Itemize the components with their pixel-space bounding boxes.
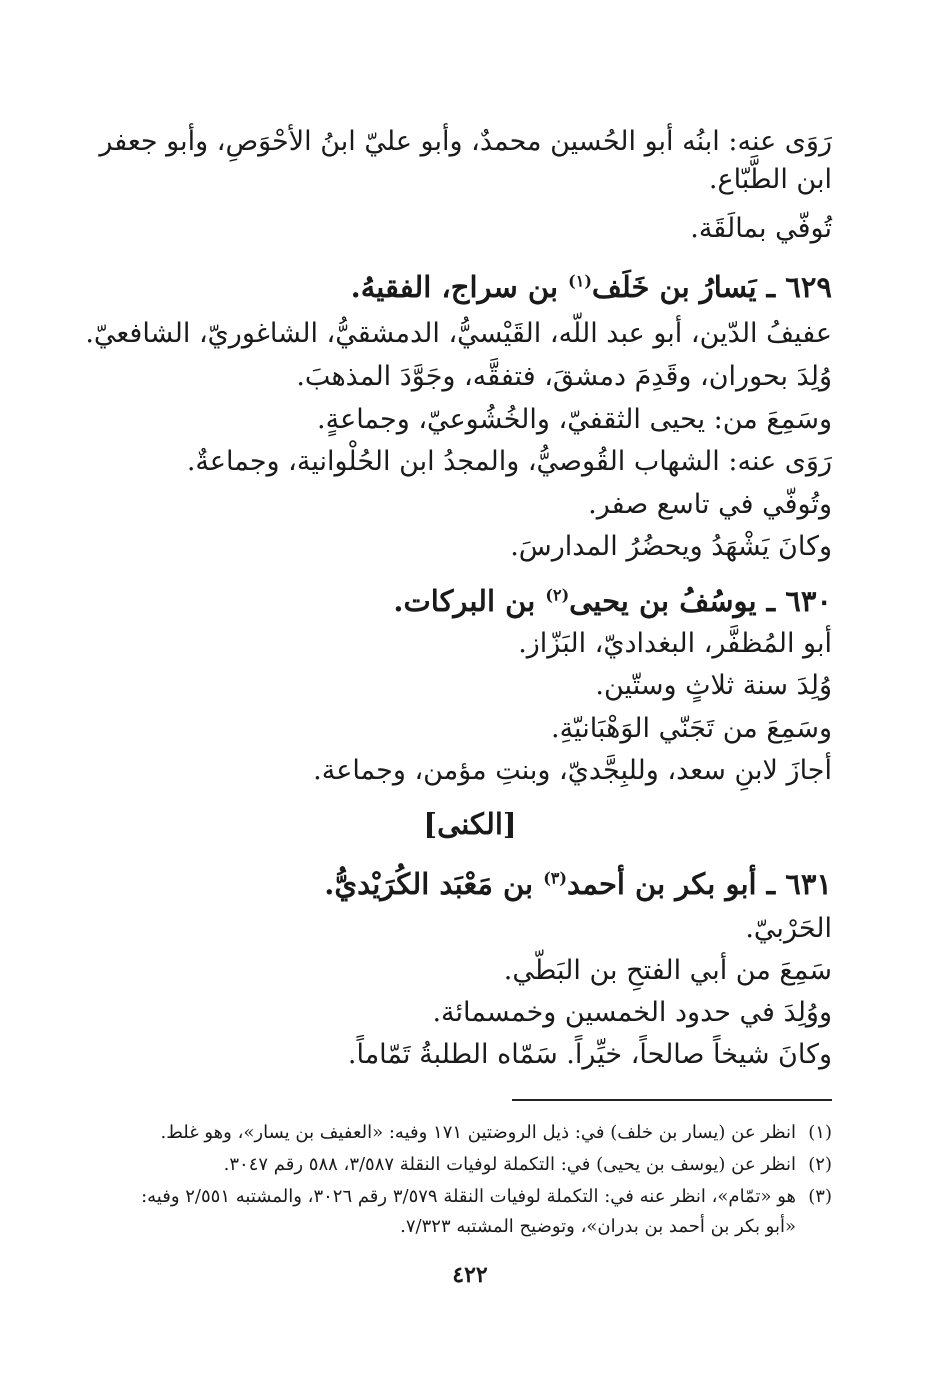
footnote-text: انظر عن (يسار بن خلف) في: ذيل الروضتين ١٧١ وفيه: «العفيف بن يسار»، وهو غلط. xyxy=(160,1122,796,1143)
footnote-text: انظر عن (يوسف بن يحيى) في: التكملة لوفيات النقلة ٣/٥٨٧، ٥٨٨ رقم ٣٠٤٧. xyxy=(223,1154,796,1175)
entry-name: ٦٣٠ ـ يوسُفُ بن يحيى xyxy=(569,584,832,618)
text-line: أجازَ لابنِ سعد، وللبِجَّديّ، وبنتِ مؤمن، وجماعة. xyxy=(313,755,832,786)
text-line: عفيفُ الدّين، أبو عبد اللّه، القَيْسيُّ، الدمشقيُّ، الشاغوريّ، الشافعيّ. xyxy=(85,318,832,349)
footnote-text: هو «تمّام»، انظر عنه في: التكملة لوفيات النقلة ٣/٥٧٩ رقم ٣٠٢٦، والمشتبه ٢/٥٥١ وفيه: xyxy=(141,1186,796,1207)
entry-heading-630 xyxy=(108,582,832,620)
text-line: رَوَى عنه: ابنُه أبو الحُسين محمدٌ، وأبو عليّ ابنُ الأحْوَصِ، وأبو جعفر xyxy=(99,126,832,157)
footnote-text: «أبو بكر بن أحمد بن بدران»، وتوضيح المشتبه ٧/٣٢٣. xyxy=(400,1216,796,1237)
entry-name-rest: بن مَعْبَد الكُرَيْديُّ. xyxy=(324,867,544,901)
text-line: أبو المُظفَّر، البغداديّ، البَزّاز. xyxy=(518,628,832,659)
entry-heading-631 xyxy=(108,865,832,903)
text-line: وسَمِعَ من: يحيى الثقفيّ، والخُشُوعيّ، وجماعةٍ. xyxy=(317,404,832,435)
entry-heading-629 xyxy=(108,268,832,306)
text-line: ووُلِدَ في حدود الخمسين وخمسمائة. xyxy=(432,997,832,1028)
footnote xyxy=(108,1212,832,1242)
entry-name-rest: بن البركات. xyxy=(393,584,546,618)
text-line: وكانَ شيخاً صالحاً، خيِّراً. سَمّاه الطلبةُ تَمّاماً. xyxy=(347,1039,832,1070)
footnote-ref: (٣) xyxy=(543,868,567,888)
text-line: رَوَى عنه: الشهاب القُوصيُّ، والمجدُ ابن الحُلْوانية، وجماعةٌ. xyxy=(186,446,832,477)
text-line: وسَمِعَ من تَجَنّي الوَهْبَانيّةِ. xyxy=(550,713,832,744)
footnote xyxy=(108,1150,832,1180)
text-line: وكانَ يَشْهَدُ ويحضُرُ المدارسَ. xyxy=(510,531,832,562)
footnote xyxy=(108,1182,832,1212)
footnote-number: (١) xyxy=(808,1122,832,1143)
footnote-separator xyxy=(512,1099,832,1101)
text-line: وُلِدَ بحوران، وقَدِمَ دمشقَ، فتفقَّه، وجَوَّدَ المذهبَ. xyxy=(296,361,832,392)
text-line: سَمِعَ من أبي الفتحِ بن البَطّي. xyxy=(503,955,832,986)
entry-name: ٦٣١ ـ أبو بكر بن أحمد xyxy=(566,867,832,901)
entry-name: ٦٢٩ ـ يَسارُ بن خَلَف xyxy=(591,270,832,304)
page-number: ٤٢٢ xyxy=(452,1262,488,1288)
footnote xyxy=(108,1118,832,1148)
footnote-ref: (١) xyxy=(568,271,592,291)
footnote-ref: (٢) xyxy=(545,585,570,605)
text-line: تُوفّي بمالَقَة. xyxy=(690,213,832,244)
entry-name-rest: بن سراج، الفقيهُ. xyxy=(350,270,569,304)
text-line: وتُوفّي في تاسع صفر. xyxy=(588,489,832,520)
text-line: الحَرْبيّ. xyxy=(745,913,832,944)
section-heading: [الكنى] xyxy=(423,807,517,841)
text-line: وُلِدَ سنة ثلاثٍ وستّين. xyxy=(595,670,832,701)
footnote-number: (٢) xyxy=(808,1154,832,1175)
footnote-number: (٣) xyxy=(808,1186,832,1207)
text-line: ابن الطَّبّاع. xyxy=(708,164,832,195)
